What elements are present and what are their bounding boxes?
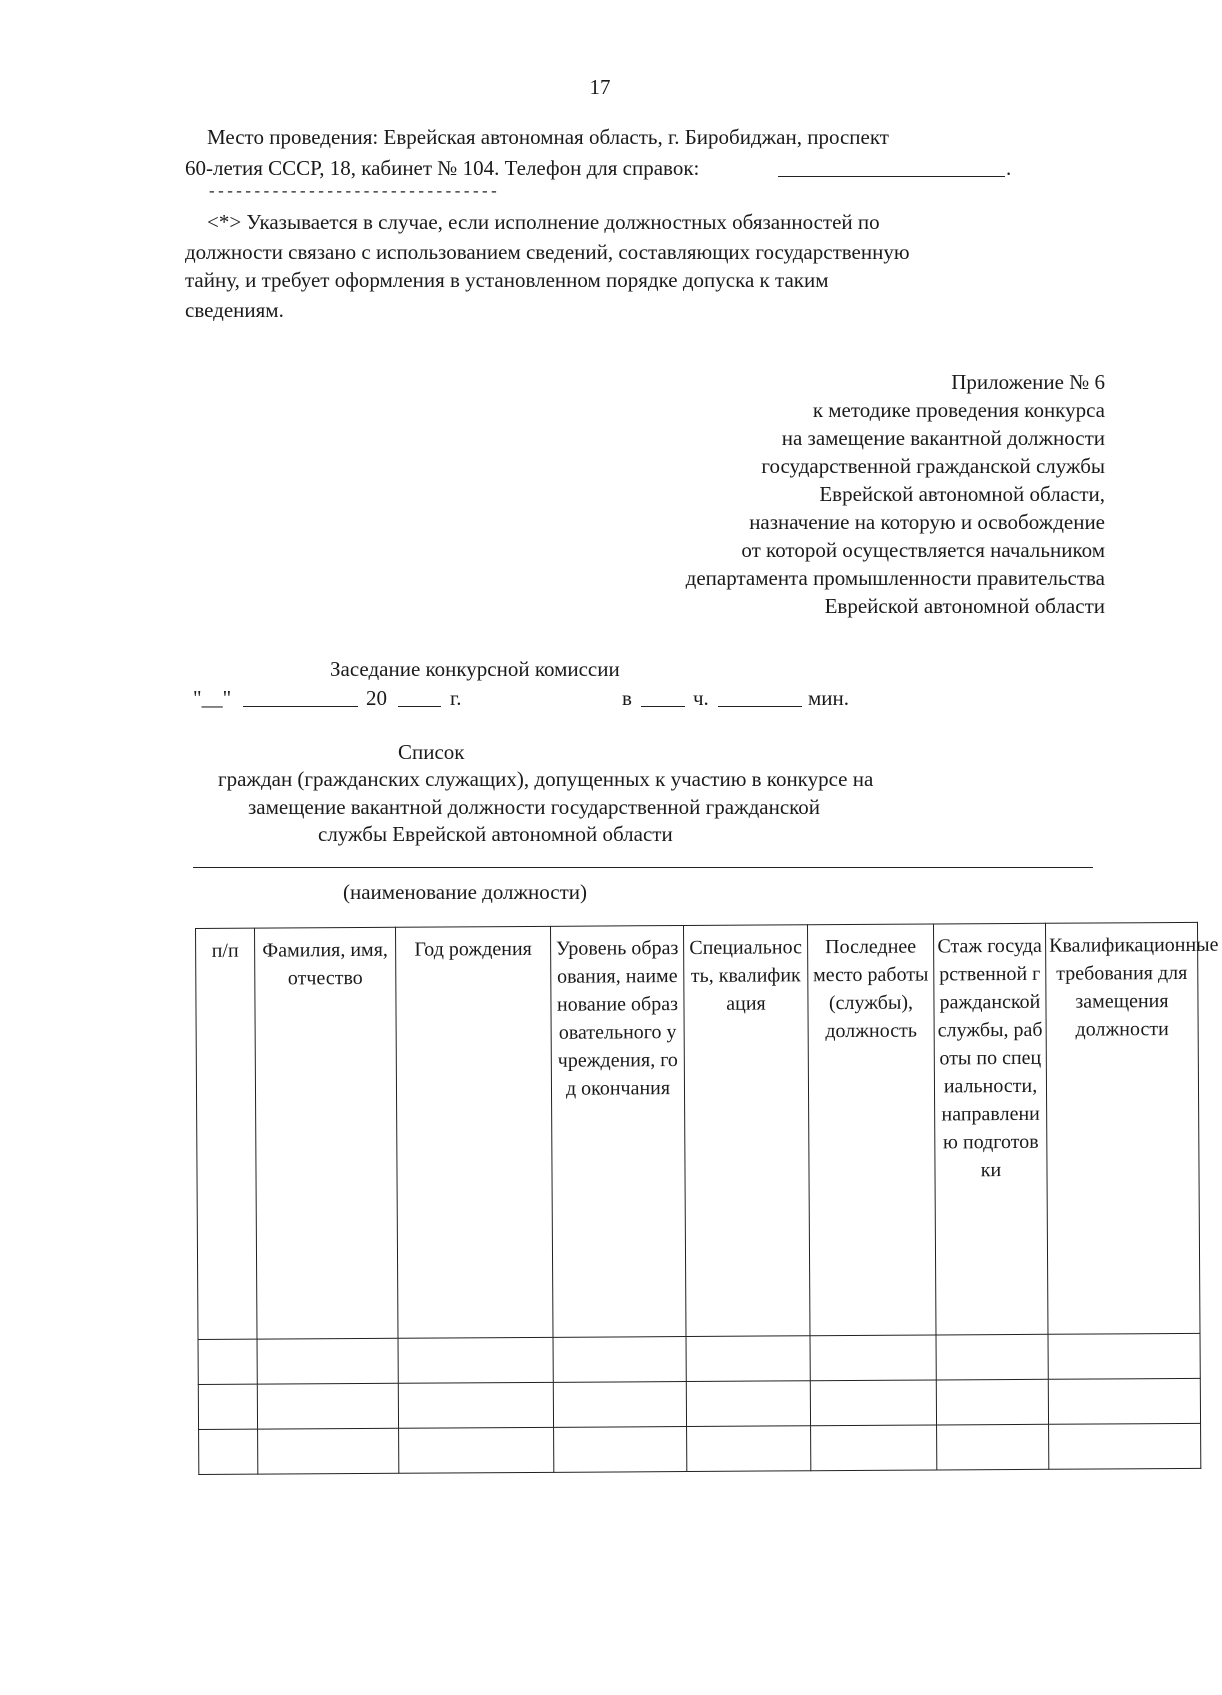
col-header-education: Уровень образования, наименование образовательного учреждения, год окончания — [550, 926, 686, 1338]
col-header-experience: Стаж государственной гражданской службы, работы по специальности, направлению подготовки — [933, 923, 1048, 1335]
meeting-time-prefix: в — [622, 686, 632, 710]
table-cell — [257, 1383, 398, 1429]
table-cell — [1048, 1378, 1200, 1424]
meeting-date-quote: "__" — [193, 686, 232, 710]
table-cell — [257, 1338, 398, 1384]
appendix-line-3: на замещение вакантной должности — [781, 426, 1105, 450]
table-cell — [811, 1425, 937, 1471]
meeting-date-blank — [243, 706, 358, 707]
table-cell — [399, 1427, 554, 1473]
appendix-line-2: к методике проведения конкурса — [812, 398, 1105, 422]
position-name-blank — [193, 867, 1093, 868]
table-cell — [554, 1427, 687, 1473]
table-row — [198, 1333, 1200, 1384]
meeting-year-suffix: г. — [450, 686, 462, 710]
footnote-line-1: <*> Указывается в случае, если исполнение должностных обязанностей по — [207, 210, 880, 234]
table-cell — [1049, 1423, 1201, 1469]
candidates-table — [195, 922, 1219, 1475]
appendix-line-6: назначение на которую и освобождение — [749, 510, 1105, 534]
table-cell — [687, 1426, 811, 1472]
table-cell — [398, 1382, 553, 1428]
venue-line-2-end: . — [1006, 156, 1012, 180]
table-cell — [198, 1339, 257, 1384]
col-header-number: п/п — [196, 928, 258, 1339]
meeting-hours-label: ч. — [693, 686, 709, 710]
meeting-year-blank — [398, 706, 441, 707]
table-cell — [553, 1382, 686, 1428]
page-number: 17 — [589, 75, 611, 99]
meeting-title: Заседание конкурсной комиссии — [330, 657, 620, 681]
meeting-hours-blank — [641, 706, 685, 707]
table-header-row — [196, 922, 1200, 1339]
footnote-line-3: тайну, и требует оформления в установленном порядке допуска к таким — [185, 268, 829, 292]
appendix-line-7: от которой осуществляется начальником — [741, 538, 1105, 562]
table-cell — [810, 1335, 936, 1381]
col-header-full-name: Фамилия, имя, отчество — [255, 927, 399, 1339]
table-cell — [1048, 1333, 1200, 1379]
table-cell — [936, 1334, 1048, 1380]
appendix-line-1: Приложение № 6 — [951, 370, 1105, 394]
table-cell — [199, 1429, 258, 1474]
table-cell — [398, 1337, 553, 1383]
table-cell — [936, 1379, 1048, 1425]
meeting-year-prefix: 20 — [366, 686, 387, 710]
phone-blank-line — [778, 176, 1005, 177]
appendix-line-4: государственной гражданской службы — [761, 454, 1105, 478]
table-cell — [686, 1381, 810, 1427]
appendix-line-5: Еврейской автономной области, — [819, 482, 1105, 506]
appendix-line-9: Еврейской автономной области — [824, 594, 1105, 618]
venue-line-1: Место проведения: Еврейская автономная область, г. Биробиджан, проспект — [207, 125, 889, 149]
list-line-1: граждан (гражданских служащих), допущенных к участию в конкурсе на — [218, 767, 874, 791]
col-header-birth-year: Год рождения — [395, 926, 553, 1338]
table-cell — [198, 1384, 257, 1429]
col-header-requirements: Квалификационные требования для замещения должности — [1045, 922, 1200, 1334]
list-line-3: службы Еврейской автономной области — [318, 822, 673, 846]
table-cell — [258, 1428, 399, 1474]
meeting-minutes-label: мин. — [808, 686, 850, 710]
table-row — [199, 1423, 1201, 1474]
table-cell — [810, 1380, 936, 1426]
footnote-line-2: должности связано с использованием сведений, составляющих государственную — [185, 240, 910, 264]
list-title: Список — [398, 740, 465, 764]
venue-line-2: 60-летия СССР, 18, кабинет № 104. Телефон для справок: — [185, 156, 700, 180]
table-cell — [553, 1337, 686, 1383]
footnote-separator: -------------------------------- — [207, 183, 499, 201]
footnote-line-4: сведениям. — [185, 298, 284, 322]
table-row — [198, 1378, 1200, 1429]
position-name-caption: (наименование должности) — [343, 880, 588, 904]
list-line-2: замещение вакантной должности государственной гражданской — [248, 795, 821, 819]
col-header-specialty: Специальность, квалификация — [683, 925, 810, 1337]
meeting-minutes-blank — [718, 706, 802, 707]
table-cell — [686, 1336, 810, 1382]
col-header-last-job: Последнее место работы (службы), должность — [807, 924, 936, 1336]
appendix-line-8: департамента промышленности правительства — [685, 566, 1105, 590]
table-cell — [937, 1424, 1049, 1470]
